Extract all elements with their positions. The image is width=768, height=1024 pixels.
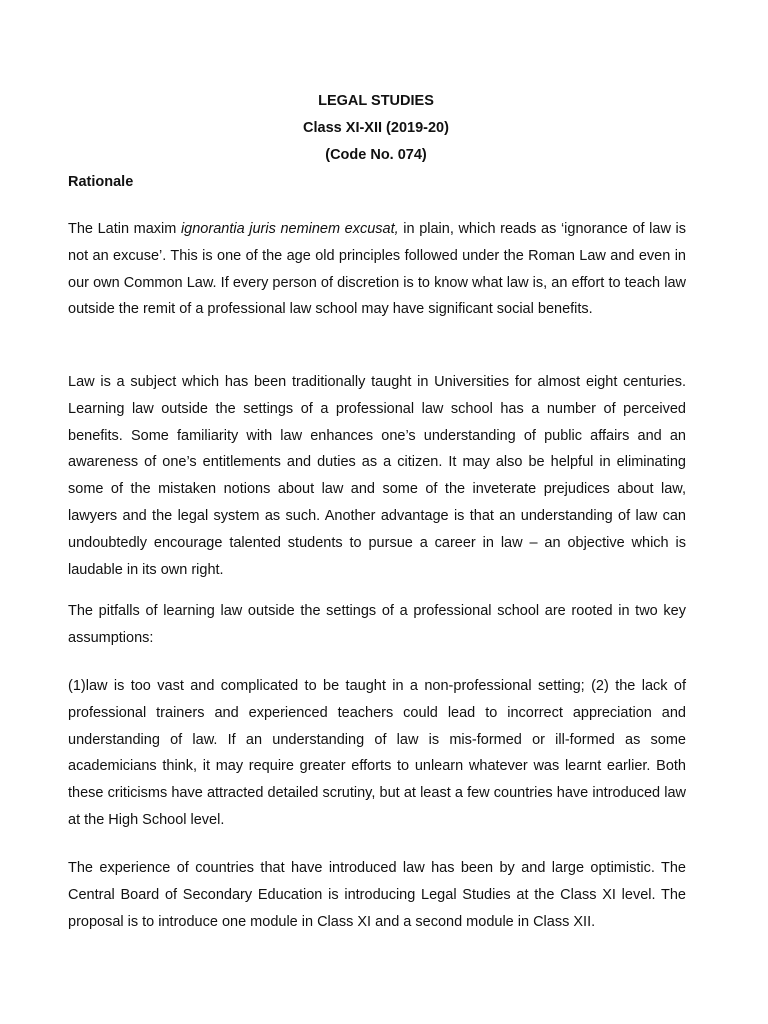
paragraph-pitfalls: The pitfalls of learning law outside the settings of a professional school are rooted in two key assumptions:	[68, 603, 686, 646]
document-title: LEGAL STUDIES	[318, 93, 434, 109]
paragraph-assumptions: (1)law is too vast and complicated to be taught in a non-professional setting; (2) the lack of professional trainers and experienced teachers could lead to incorrect appreciation and understanding of law. If an understanding of law is mis-formed or ill-formed as some academicians think, it may require greater efforts to unlearn whatever was learnt earlier. Both these criticisms have attracted detailed scrutiny, but at least a few countries have introduced law at the High School level.	[68, 678, 686, 828]
paragraph-law-subject: Law is a subject which has been traditionally taught in Universities for almost eight centuries. Learning law outside the settings of a professional law school has a number of perceived benefits. Some familiarity with law enhances one’s understanding of public affairs and an awareness of one’s entitlements and duties as a citizen. It may also be helpful in eliminating some of the mistaken notions about law and some of the inveterate prejudices about law, lawyers and the legal system as such. Another advantage is that an understanding of law can undoubtedly encourage talented students to pursue a career in law – an objective which is laudable in its own right.	[68, 374, 686, 578]
paragraph-latin-maxim-intro: The Latin maxim	[68, 221, 181, 237]
paragraph-latin-maxim	[68, 216, 686, 323]
section-title-rationale: Rationale	[68, 174, 134, 190]
code-number: (Code No. 074)	[325, 147, 427, 163]
paragraph-latin-maxim-body: in plain, which reads as ‘ignorance of law is not an excuse’. This is one of the age old principles followed under the Roman Law and even in our own Common Law. If every person of discretion is to know what law is, an effort to teach law outside the remit of a professional law school may have significant social benefits.	[68, 221, 686, 318]
class-subtitle: Class XI-XII (2019-20)	[303, 120, 449, 136]
latin-maxim-phrase: ignorantia juris neminem excusat,	[180, 221, 399, 237]
paragraph-experience: The experience of countries that have introduced law has been by and large optimistic. The Central Board of Secondary Education is introducing Legal Studies at the Class XI level. The proposal is to introduce one module in Class XI and a second module in Class XII.	[68, 860, 686, 930]
